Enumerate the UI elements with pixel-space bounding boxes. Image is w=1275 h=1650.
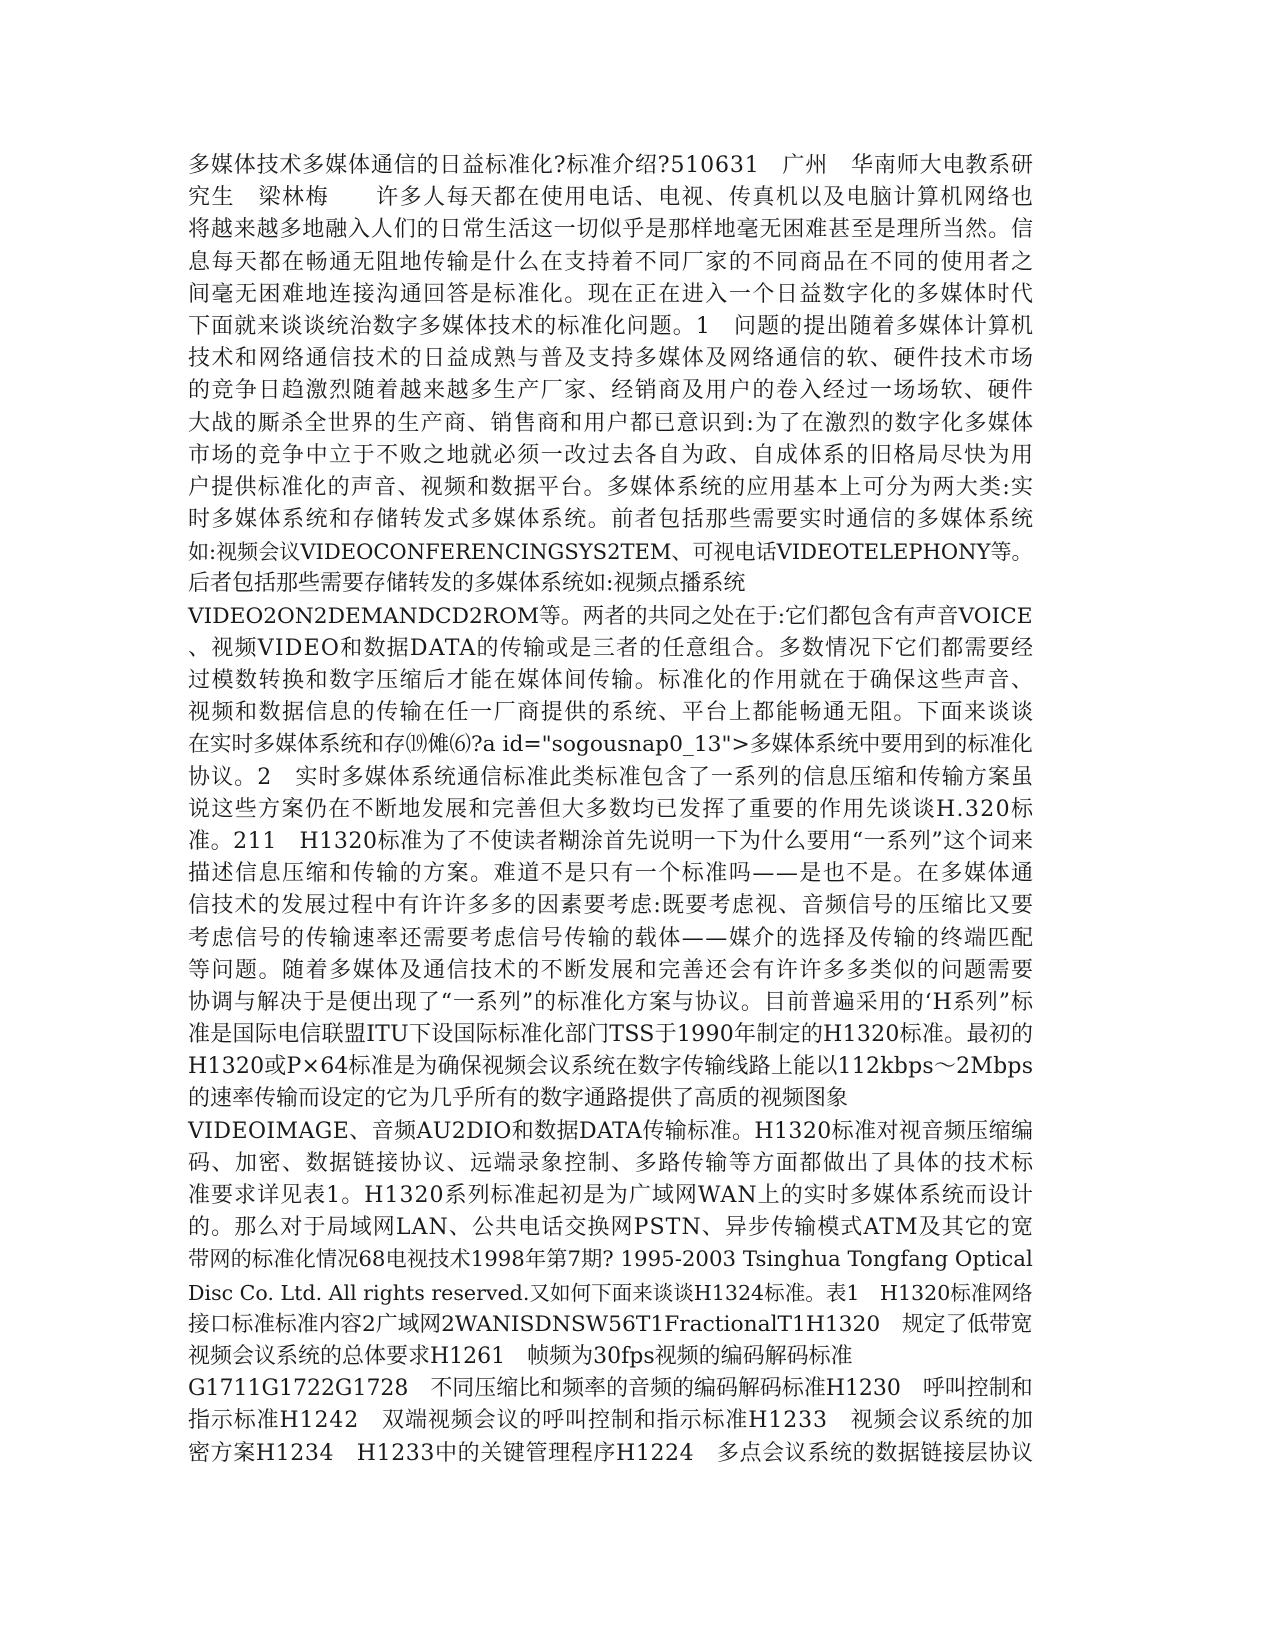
text-line: 如:视频会议VIDEOCONFERENCINGSYS2TEM、可视电话VIDEOTELEPHONY等。 [188,539,1033,565]
text-line: VIDEO2ON2DEMANDCD2ROM等。两者的共同之处在于:它们都包含有声音VOICE [188,603,1033,629]
text-line: 密方案H1234 H1233中的关键管理程序H1224 多点会议系统的数据链接层协议 [188,1440,1034,1466]
text-line: 视频会议系统的总体要求H1261 帧频为30fps视频的编码解码标准 [188,1343,853,1369]
text-line: 指示标准H1242 双端视频会议的呼叫控制和指示标准H1233 视频会议系统的加 [188,1408,1034,1434]
text-line: 下面就来谈谈统治数字多媒体技术的标准化问题。1 问题的提出随着多媒体计算机 [188,313,1035,339]
text-line: 信技术的发展过程中有许许多多的因素要考虑:既要考虑视、音频信号的压缩比又要 [188,893,1035,919]
text-line: H1320或P×64标准是为确保视频会议系统在数字传输线路上能以112kbps～2Mbps [188,1054,1034,1080]
text-line: 市场的竞争中立于不败之地就必须一改过去各自为政、自成体系的旧格局尽快为用 [188,442,1035,468]
text-line: 的竞争日趋激烈随着越来越多生产厂家、经销商及用户的卷入经过一场场软、硬件 [188,378,1035,404]
text-line: 码、加密、数据链接协议、远端录象控制、多路传输等方面都做出了具体的技术标 [188,1150,1035,1176]
text-line: 户提供标准化的声音、视频和数据平台。多媒体系统的应用基本上可分为两大类:实 [188,474,1035,500]
text-line: 准要求详见表1。H1320系列标准起初是为广域网WAN上的实时多媒体系统而设计 [188,1183,1035,1208]
text-line: 协调与解决于是便出现了“一系列”的标准化方案与协议。目前普遍采用的‘H系列”标 [188,989,1034,1015]
text-line: 说这些方案仍在不断地发展和完善但大多数均已发挥了重要的作用先谈谈H.320标 [188,796,1035,822]
text-line: 的速率传输而设定的它为几乎所有的数字通路提供了高质的视频图象 [188,1086,849,1112]
text-line: 准是国际电信联盟ITU下设国际标准化部门TSS于1990年制定的H1320标准。最初的 [188,1022,1034,1048]
text-line: 视频和数据信息的传输在任一厂商提供的系统、平台上都能畅通无阻。下面来谈谈 [188,700,1035,726]
text-line: 究生 梁林梅 许多人每天都在使用电话、电视、传真机以及电脑计算机网络也 [188,185,1035,211]
text-line: 描述信息压缩和传输的方案。难道不是只有一个标准吗——是也不是。在多媒体通 [188,861,1035,887]
text-line: 协议。2 实时多媒体系统通信标准此类标准包含了一系列的信息压缩和传输方案虽 [188,764,1035,790]
text-line: 考虑信号的传输速率还需要考虑信号传输的载体——媒介的选择及传输的终端匹配 [188,925,1035,951]
text-line: 技术和网络通信技术的日益成熟与普及支持多媒体及网络通信的软、硬件技术市场 [188,346,1035,372]
text-line: 息每天都在畅通无阻地传输是什么在支持着不同厂家的不同商品在不同的使用者之 [188,249,1035,275]
text-line: 后者包括那些需要存储转发的多媒体系统如:视频点播系统 [188,571,746,597]
text-line: 多媒体技术多媒体通信的日益标准化?标准介绍?510631 广州 华南师大电教系研 [188,153,1034,178]
text-line: 带网的标准化情况68电视技术1998年第7期? 1995-2003 Tsinghua Tongfang Optical [188,1247,1033,1273]
text-line: 在实时多媒体系统和存⒆傩⑹?a id="sogousnap0_13">多媒体系统中要用到的标准化 [188,732,1033,758]
article-body [188,150,1088,1470]
text-line: Disc Co. Ltd. All rights reserved.又如何下面来谈谈H1324标准。表1 H1320标准网络 [188,1280,1033,1305]
text-line: 接口标准标准内容2广域网2WANISDNSW56T1FractionalT1H1320 规定了低带宽 [188,1311,1033,1337]
text-line: 准。211 H1320标准为了不使读者糊涂首先说明一下为什么要用“一系列”这个词来 [188,828,1034,854]
text-line: 时多媒体系统和存储转发式多媒体系统。前者包括那些需要实时通信的多媒体系统 [188,507,1035,533]
text-line: 等问题。随着多媒体及通信技术的不断发展和完善还会有许许多多类似的问题需要 [188,957,1035,983]
text-line: 大战的厮杀全世界的生产商、销售商和用户都已意识到:为了在激烈的数字化多媒体 [188,410,1035,436]
text-line: 的。那么对于局域网LAN、公共电话交换网PSTN、异步传输模式ATM及其它的宽 [188,1215,1035,1241]
text-line: 将越来越多地融入人们的日常生活这一切似乎是那样地毫无困难甚至是理所当然。信 [188,217,1034,243]
text-line: 过模数转换和数字压缩后才能在媒体间传输。标准化的作用就在于确保这些声音、 [188,668,1035,693]
text-line: 间毫无困难地连接沟通回答是标准化。现在正在进入一个日益数字化的多媒体时代 [188,281,1035,307]
text-line: G1711G1722G1728 不同压缩比和频率的音频的编码解码标准H1230 呼叫控制和 [188,1376,1033,1402]
text-line: 、视频VIDEO和数据DATA的传输或是三者的任意组合。多数情况下它们都需要经 [188,635,1035,661]
text-line: VIDEOIMAGE、音频AU2DIO和数据DATA传输标准。H1320标准对视音频压缩编 [188,1118,1034,1144]
